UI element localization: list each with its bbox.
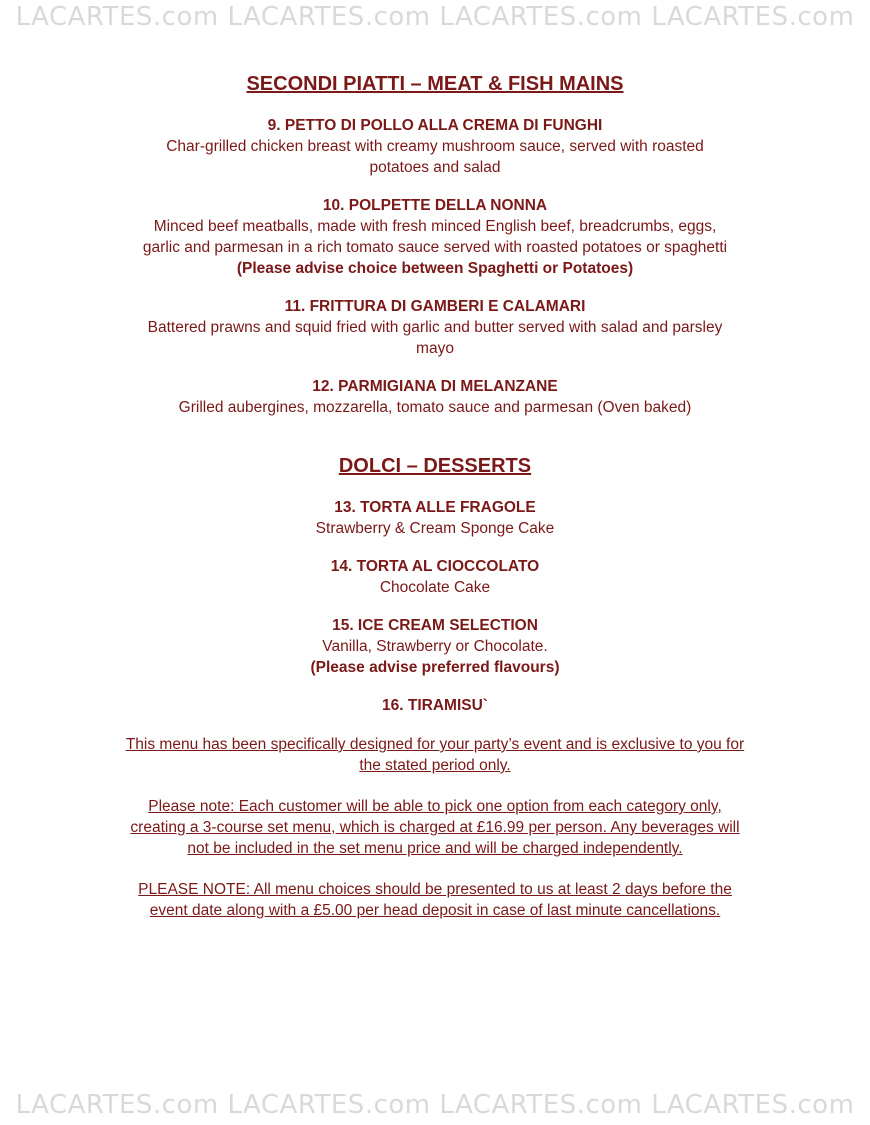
menu-item [0, 377, 870, 418]
note-set-menu-price: Please note: Each customer will be able to pick one option from each category only, creating a 3-course set menu, which is charged at £16.99 per person. Any beverages will not be included in the set menu price and will be charged independently. [130, 798, 740, 857]
item-description: Strawberry & Cream Sponge Cake [315, 520, 555, 537]
item-note: (Please advise choice between Spaghetti or Potatoes) [236, 260, 634, 277]
item-name: 16. TIRAMISU` [382, 697, 488, 714]
menu-item [0, 116, 870, 178]
item-name: 9. PETTO DI POLLO ALLA CREMA DI FUNGHI [267, 117, 603, 134]
item-description: Vanilla, Strawberry or Chocolate. [322, 638, 548, 655]
watermark-bottom: LACARTES.com LACARTES.com LACARTES.com LACARTES.com [15, 1090, 855, 1120]
section-title-desserts: DOLCI – DESSERTS [338, 455, 532, 477]
item-description: Char-grilled chicken breast with creamy mushroom sauce, served with roasted potatoes and salad [166, 138, 704, 176]
menu-item [0, 498, 870, 539]
item-name: 13. TORTA ALLE FRAGOLE [334, 499, 536, 516]
item-description: Grilled aubergines, mozzarella, tomato sauce and parmesan (Oven baked) [178, 399, 692, 416]
item-description: Minced beef meatballs, made with fresh minced English beef, breadcrumbs, eggs, garlic and parmesan in a rich tomato sauce served with roasted potatoes or spaghetti [142, 218, 728, 256]
item-note: (Please advise preferred flavours) [310, 659, 560, 676]
item-name: 10. POLPETTE DELLA NONNA [322, 197, 548, 214]
menu-item [0, 297, 870, 359]
item-name: 12. PARMIGIANA DI MELANZANE [312, 378, 558, 395]
item-description: Battered prawns and squid fried with garlic and butter served with salad and parsley mayo [147, 319, 723, 357]
watermark-top: LACARTES.com LACARTES.com LACARTES.com LACARTES.com [15, 2, 855, 32]
menu-item [0, 696, 870, 716]
item-description: Chocolate Cake [379, 579, 491, 596]
terms-notes [0, 734, 870, 921]
note-deposit: PLEASE NOTE: All menu choices should be presented to us at least 2 days before the event date along with a £5.00 per head deposit in case of last minute cancellations. [138, 881, 732, 919]
menu-item [0, 616, 870, 678]
menu-item [0, 196, 870, 279]
section-title-mains: SECONDI PIATTI – MEAT & FISH MAINS [246, 73, 624, 95]
menu-item [0, 557, 870, 598]
item-name: 14. TORTA AL CIOCCOLATO [330, 558, 540, 575]
item-name: 11. FRITTURA DI GAMBERI E CALAMARI [284, 298, 586, 315]
note-exclusive: This menu has been specifically designed for your party’s event and is exclusive to you for the stated period only. [125, 736, 745, 774]
menu-page [0, 70, 870, 941]
item-name: 15. ICE CREAM SELECTION [332, 617, 538, 634]
